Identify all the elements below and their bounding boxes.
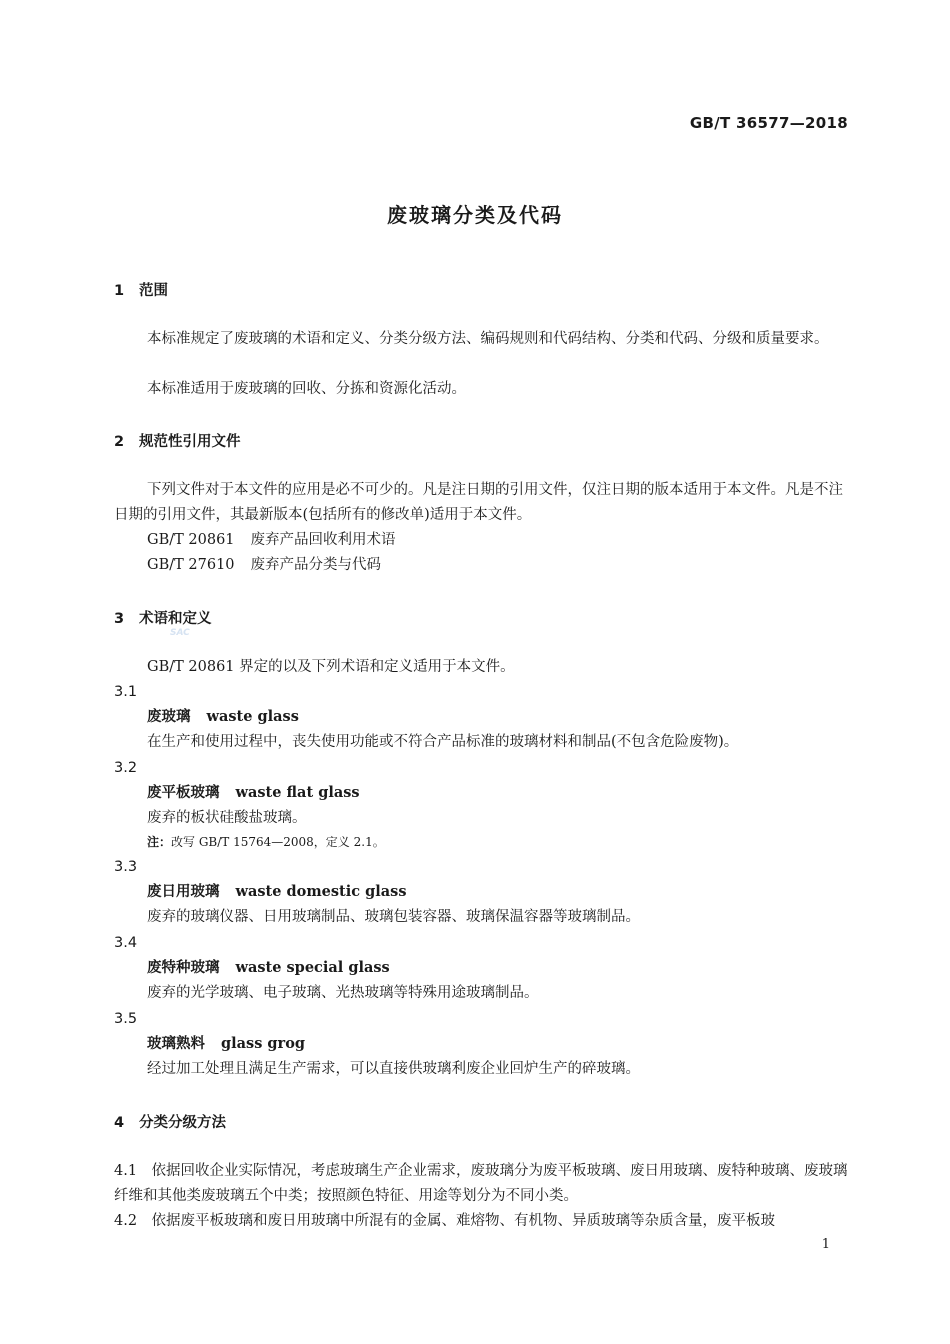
note-text: 改写 GB/T 15764—2008，定义 2.1。 [171, 835, 385, 849]
reference-code: GB/T 27610 [147, 557, 235, 573]
section-1-paragraph-1: 本标准规定了废玻璃的术语和定义、分类分级方法、编码规则和代码结构、分类和代码、分级和质量要求。 [147, 331, 829, 347]
normative-reference [147, 553, 381, 578]
term-zh: 废日用玻璃 [147, 883, 220, 900]
term-entry [147, 882, 407, 902]
term-en: waste flat glass [235, 784, 360, 801]
clause-number: 3.1 [114, 684, 138, 700]
term-definition: 废弃的光学玻璃、电子玻璃、光热玻璃等特殊用途玻璃制品。 [147, 985, 539, 1001]
term-entry [147, 783, 360, 803]
term-definition: 废弃的板状硅酸盐玻璃。 [147, 810, 307, 826]
term-en: waste domestic glass [235, 883, 407, 900]
reference-code: GB/T 20861 [147, 532, 235, 548]
section-2-paragraph-1: 下列文件对于本文件的应用是必不可少的。凡是注日期的引用文件，仅注日期的版本适用于本文件。凡是不注日期的引用文件，其最新版本(包括所有的修改单)适用于本文件。 [114, 482, 843, 523]
section-1-paragraph-2: 本标准适用于废玻璃的回收、分拣和资源化活动。 [147, 381, 466, 397]
term-definition: 废弃的玻璃仪器、日用玻璃制品、玻璃包装容器、玻璃保温容器等玻璃制品。 [147, 909, 640, 925]
section-number: 2 [114, 434, 125, 450]
note-label: 注： [147, 835, 172, 849]
term-en: waste special glass [235, 959, 390, 976]
section-number: 3 [114, 611, 125, 627]
section-3-heading [114, 607, 212, 628]
clause-number: 3.5 [114, 1011, 138, 1027]
sac-watermark: SAC [170, 628, 190, 638]
section-title: 分类分级方法 [139, 1115, 226, 1131]
section-number: 4 [114, 1115, 125, 1131]
section-3-paragraph-1: GB/T 20861 界定的以及下列术语和定义适用于本文件。 [147, 659, 515, 675]
section-title: 规范性引用文件 [139, 434, 241, 450]
section-number: 1 [114, 283, 125, 299]
normative-reference [147, 528, 396, 553]
section-4-heading [114, 1111, 226, 1132]
section-1-heading [114, 279, 168, 300]
section-title: 范围 [139, 283, 168, 299]
term-definition: 经过加工处理且满足生产需求，可以直接供玻璃利废企业回炉生产的碎玻璃。 [147, 1061, 640, 1077]
term-note [147, 833, 385, 851]
term-definition: 在生产和使用过程中，丧失使用功能或不符合产品标准的玻璃材料和制品(不包含危险废物)。 [147, 734, 739, 750]
clause-4-1: 4.1 依据回收企业实际情况，考虑玻璃生产企业需求，废玻璃分为废平板玻璃、废日用玻璃、废特种玻璃、废玻璃纤维和其他类废玻璃五个中类；按照颜色特征、用途等划分为不同小类。 [114, 1163, 848, 1204]
section-title: 术语和定义 [139, 611, 212, 627]
standard-code: GB/T 36577—2018 [689, 114, 848, 132]
page-number: 1 [821, 1237, 830, 1252]
reference-name: 废弃产品分类与代码 [250, 557, 382, 573]
clause-4-2: 4.2 依据废平板玻璃和废日用玻璃中所混有的金属、难熔物、有机物、异质玻璃等杂质含量，废平板玻 [114, 1213, 776, 1229]
term-zh: 玻璃熟料 [147, 1035, 205, 1052]
clause-number: 3.4 [114, 935, 138, 951]
clause-number: 3.3 [114, 859, 138, 875]
term-entry [147, 1034, 305, 1054]
term-entry [147, 958, 390, 978]
section-2-heading [114, 430, 241, 451]
term-en: glass grog [221, 1035, 306, 1052]
term-en: waste glass [206, 708, 299, 725]
term-zh: 废平板玻璃 [147, 784, 220, 801]
document-title: 废玻璃分类及代码 [387, 203, 563, 227]
reference-name: 废弃产品回收利用术语 [250, 532, 396, 548]
clause-number: 3.2 [114, 760, 138, 776]
term-zh: 废特种玻璃 [147, 959, 220, 976]
term-zh: 废玻璃 [147, 708, 191, 725]
term-entry [147, 707, 299, 727]
